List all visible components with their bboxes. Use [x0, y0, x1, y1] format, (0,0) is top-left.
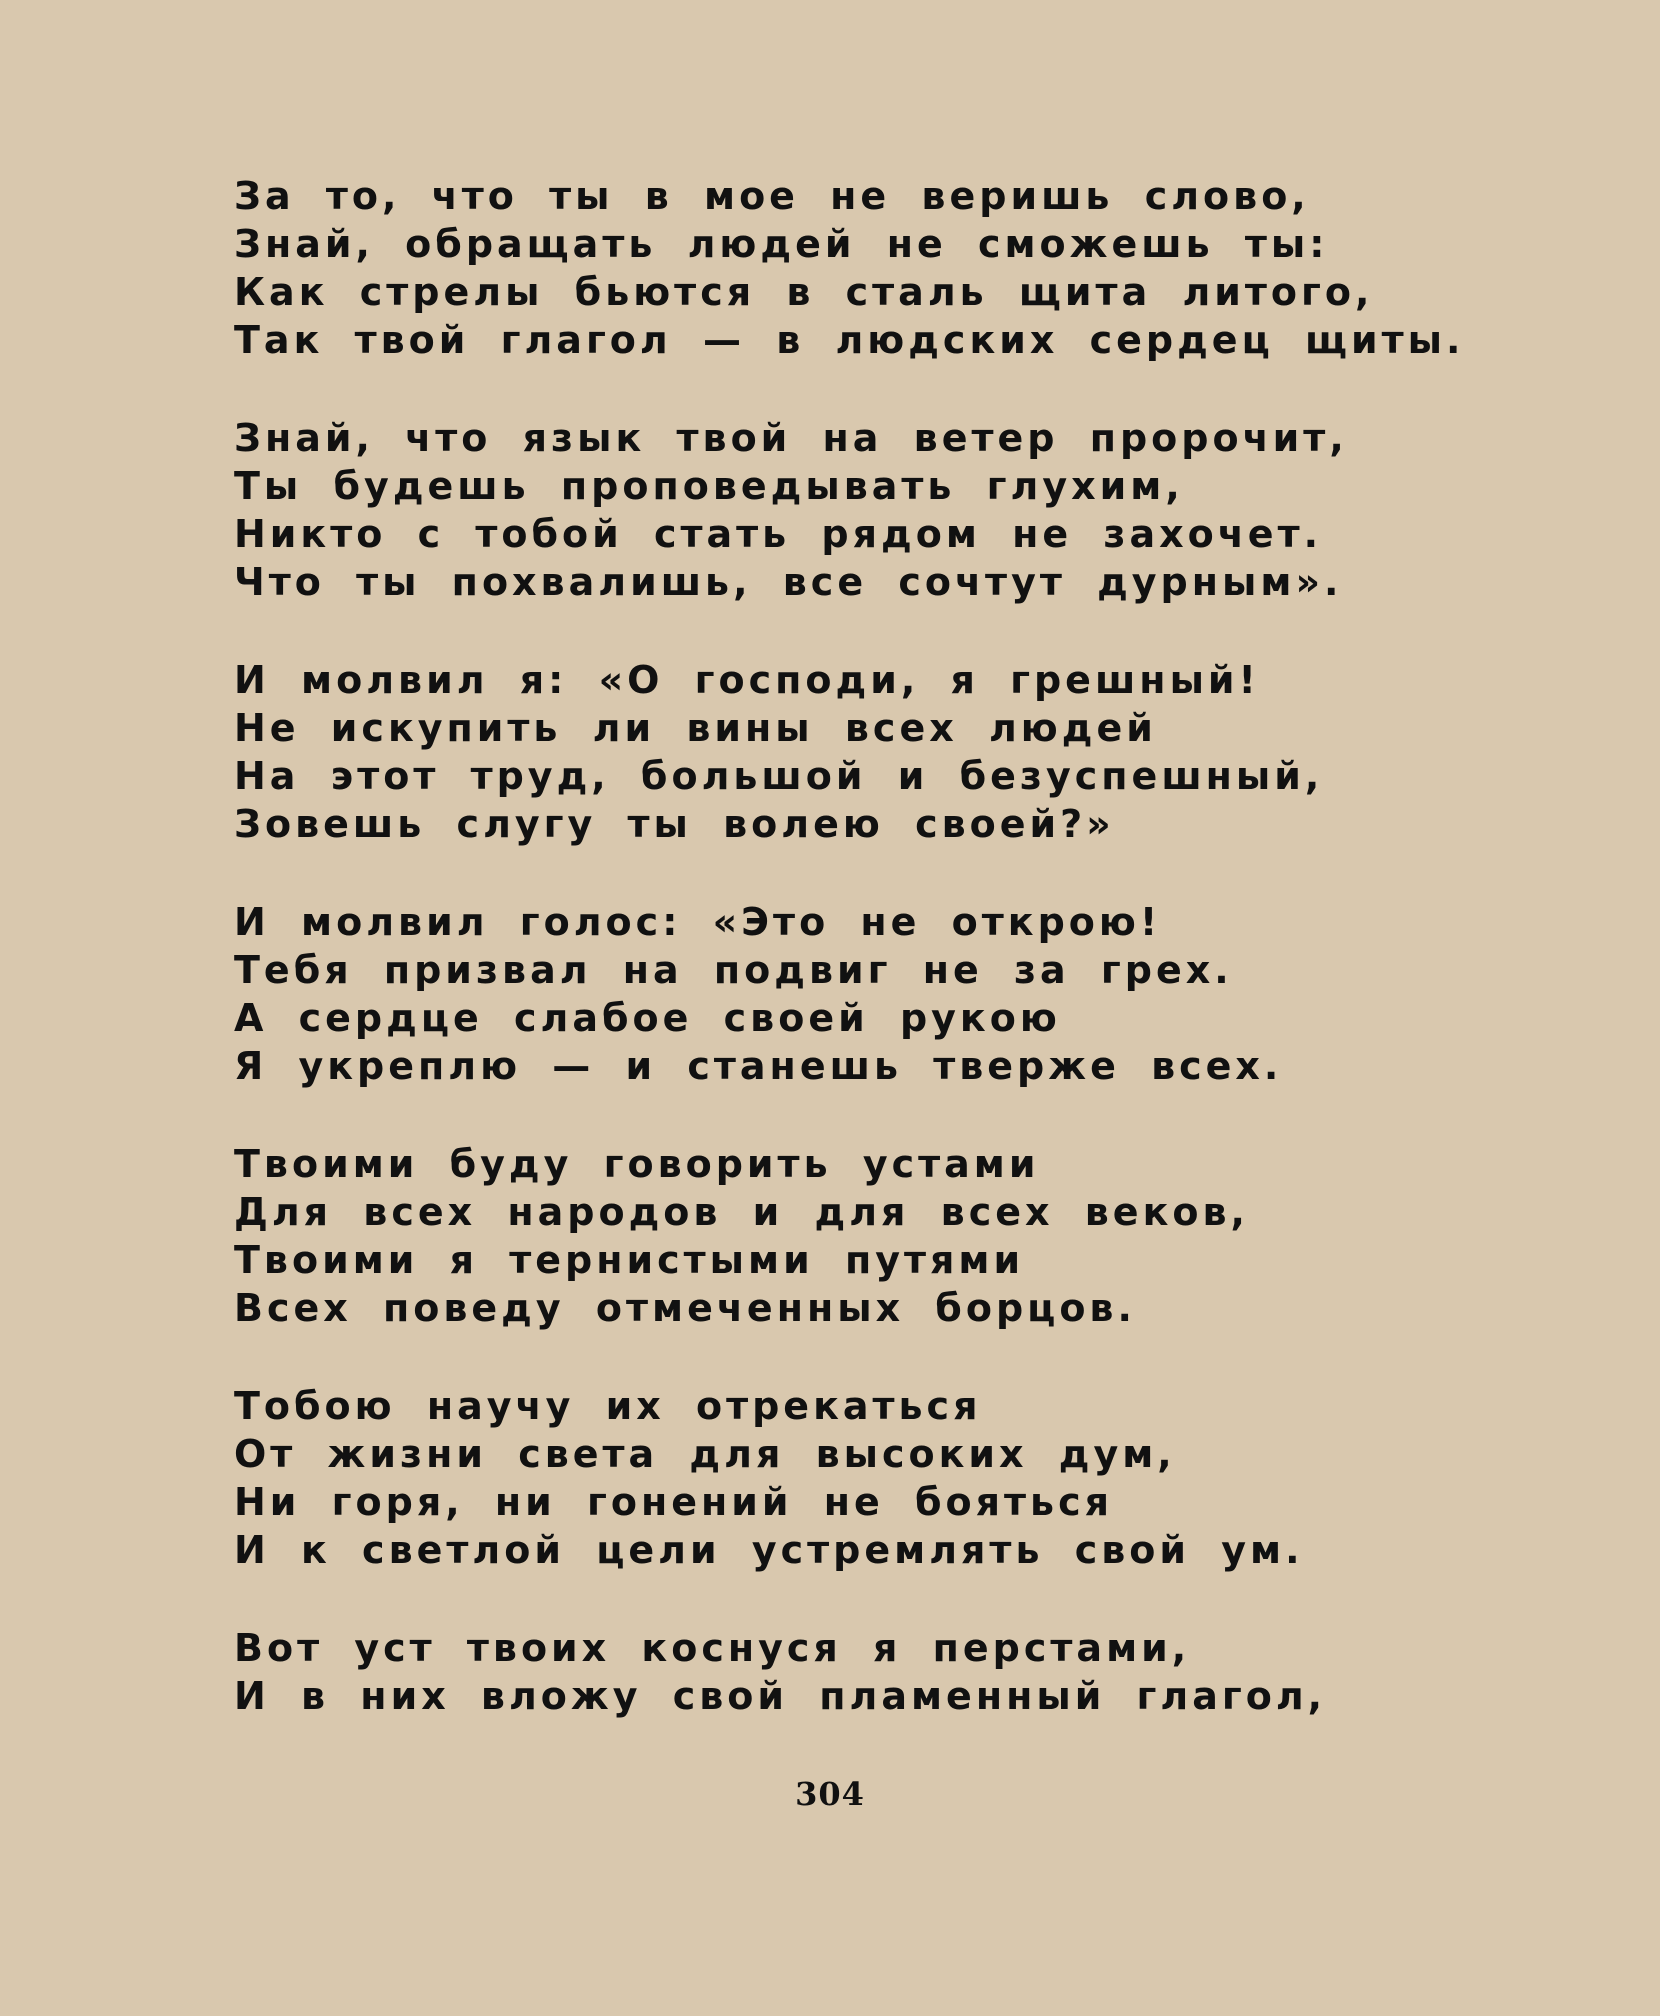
poem-line: И в них вложу свой пламенный глагол, [234, 1674, 1327, 1718]
poem-line: Что ты похвалишь, все сочтут дурным». [234, 560, 1343, 604]
poem-line: Не искупить ли вины всех людей [234, 706, 1157, 750]
stanza [234, 172, 1465, 364]
poem-line: Знай, обращать людей не сможешь ты: [234, 222, 1329, 266]
poem-line: Для всех народов и для всех веков, [234, 1190, 1249, 1234]
poem-line: Твоими я тернистыми путями [234, 1238, 1025, 1282]
poem-line: Как стрелы бьются в сталь щита литого, [234, 270, 1374, 314]
poem-line: И молвил я: «О господи, я грешный! [234, 658, 1260, 702]
poem-line: Ты будешь проповедывать глухим, [234, 464, 1184, 508]
poem-text [234, 172, 1465, 1770]
poem-line: Твоими буду говорить устами [234, 1142, 1040, 1186]
poem-line: Тобою научу их отрекаться [234, 1384, 982, 1428]
poem-line: Так твой глагол — в людских сердец щиты. [234, 318, 1465, 362]
poem-line: И к светлой цели устремлять свой ум. [234, 1528, 1304, 1572]
poem-line: Ни горя, ни гонений не бояться [234, 1480, 1113, 1524]
stanza [234, 1382, 1454, 1574]
poem-line: И молвил голос: «Это не открою! [234, 900, 1162, 944]
stanza [234, 1624, 1454, 1720]
poem-line: За то, что ты в мое не веришь слово, [234, 174, 1310, 218]
stanza [234, 656, 1454, 848]
poem-line: Вот уст твоих коснуся я перстами, [234, 1626, 1191, 1670]
poem-line: Зовешь слугу ты волею своей?» [234, 802, 1115, 846]
stanza [234, 1140, 1454, 1332]
stanza [234, 898, 1454, 1090]
poem-line: А сердце слабое своей рукою [234, 996, 1061, 1040]
page-number: 304 [795, 1775, 865, 1813]
poem-line: Всех поведу отмеченных борцов. [234, 1286, 1136, 1330]
poem-line: От жизни света для высоких дум, [234, 1432, 1176, 1476]
poem-line: Я укреплю — и станешь тверже всех. [234, 1044, 1283, 1088]
poem-line: Тебя призвал на подвиг не за грех. [234, 948, 1233, 992]
poem-line: Никто с тобой стать рядом не захочет. [234, 512, 1323, 556]
poem-line: Знай, что язык твой на ветер пророчит, [234, 416, 1348, 460]
poem-line: На этот труд, большой и безуспешный, [234, 754, 1324, 798]
stanza [234, 414, 1454, 606]
